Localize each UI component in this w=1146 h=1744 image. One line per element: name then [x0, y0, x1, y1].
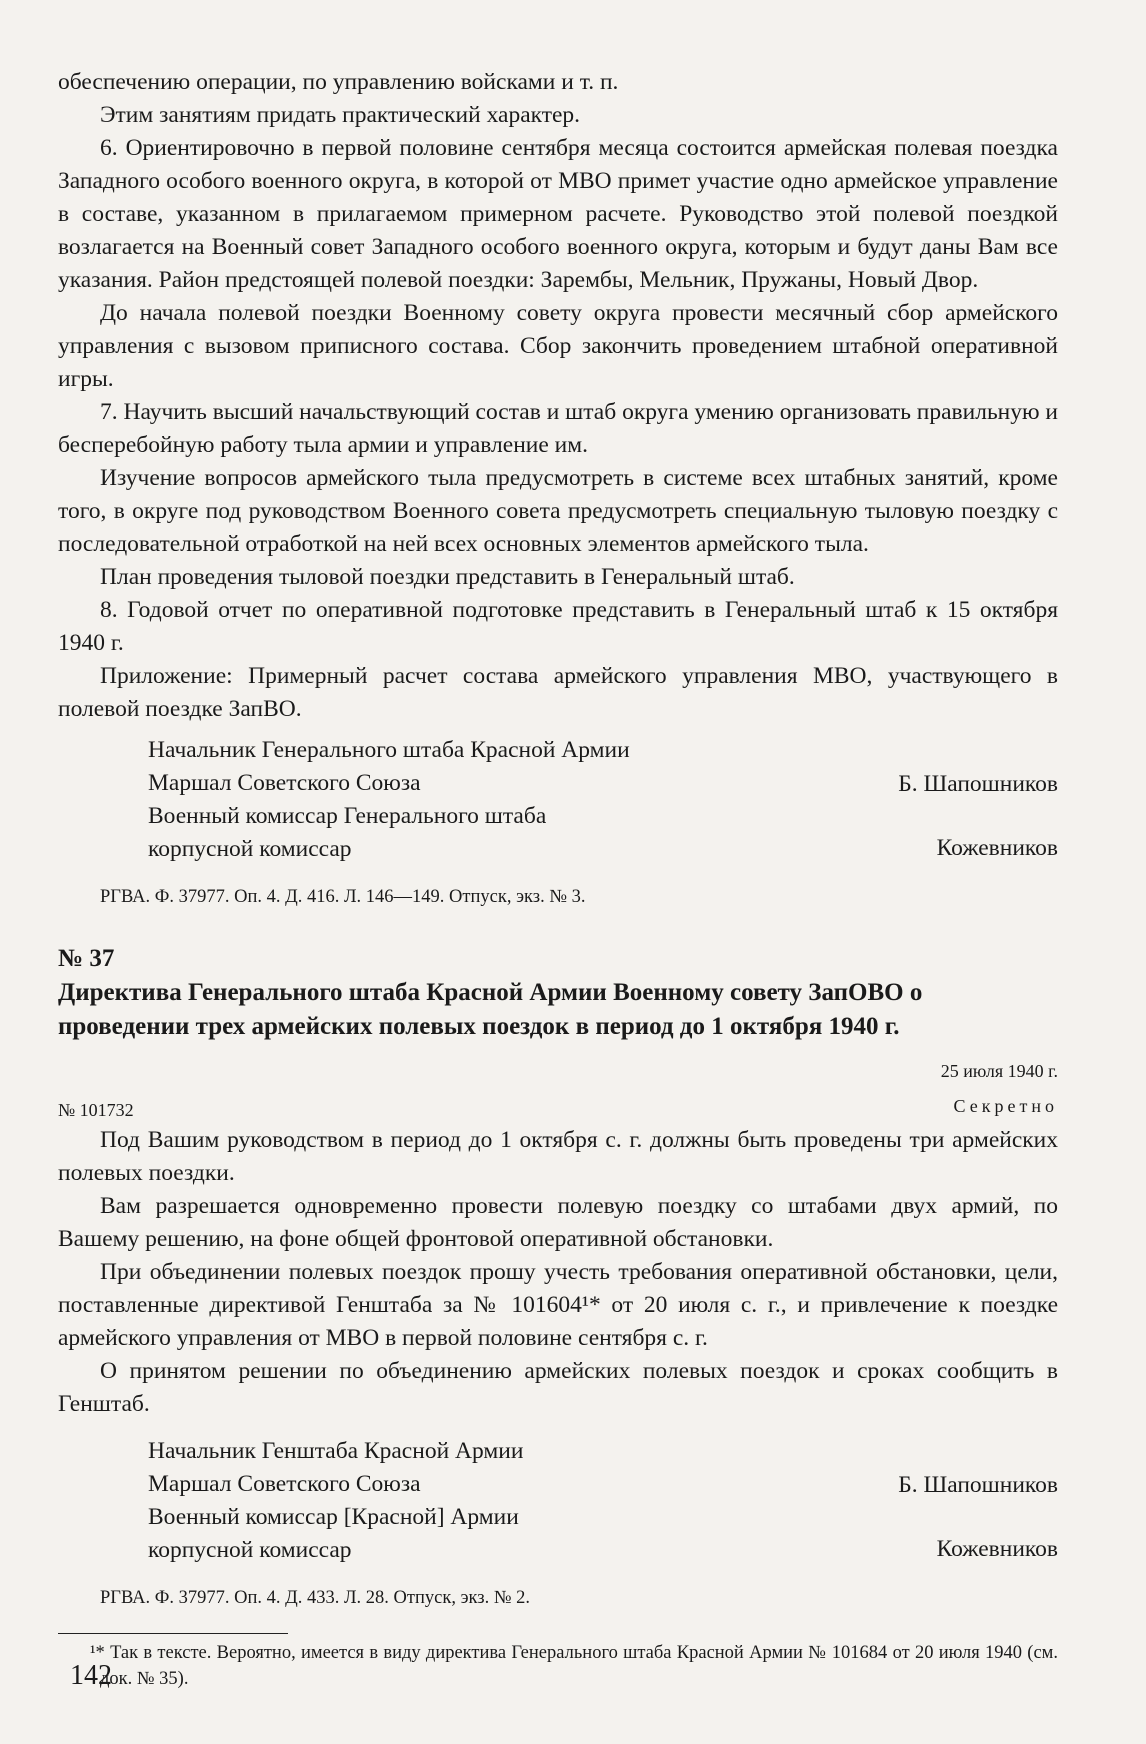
reference-row [58, 1084, 1058, 1124]
signature-titles [148, 734, 788, 866]
document-title: Директива Генерального штаба Красной Армии Военному совету ЗапОВО о проведении трех армейских полевых поездок в период до 1 октября 1940 г. [58, 979, 923, 1040]
signatory-rank: Маршал Советского Союза [148, 1471, 421, 1497]
paragraph: Вам разрешается одновременно провести полевую поездку со штабами двух армий, по Вашему решению, на фоне общей фронтовой оперативной обстановки. [58, 1193, 1058, 1252]
signatory-title: Начальник Генерального штаба Красной Армии [148, 737, 630, 763]
paragraph: Под Вашим руководством в период до 1 октября с. г. должны быть проведены три армейских полевых поездки. [58, 1127, 1058, 1186]
document-date: 25 июля 1940 г. [940, 1061, 1058, 1081]
signature-titles [148, 1435, 788, 1567]
paragraph: обеспечению операции, по управлению войсками и т. п. [58, 69, 619, 95]
paragraph: 6. Ориентировочно в первой половине сентября месяца состоится армейская полевая поездка Западного особого военного округа, в которой от МВО примет участие одно армейское управление в составе, указанном в прилагаемом примерном расчете. Руководство этой полевой поездкой возлагается на Военный совет Западного особого военного округа, которым и будут даны Вам все указания. Район предстоящей полевой поездки: Зарембы, Мельник, Пружаны, Новый Двор. [58, 135, 1058, 293]
signatory-name: Кожевников [936, 1536, 1058, 1562]
signature-block [58, 734, 1058, 866]
signatory-name: Кожевников [936, 835, 1058, 861]
page-number: 142 [70, 1660, 112, 1691]
paragraph: Изучение вопросов армейского тыла предусмотреть в системе всех штабных занятий, кроме того, в округе под руководством Военного совета предусмотреть специальную тыловую поездку с последовательной отработкой на ней всех основных элементов армейского тыла. [58, 465, 1058, 557]
signatory-name: Б. Шапошников [898, 771, 1058, 797]
page-body [58, 66, 1058, 1692]
signatory-rank: корпусной комиссар [148, 1537, 352, 1563]
signatory-name: Б. Шапошников [898, 1472, 1058, 1498]
document-number: № 37 [58, 945, 115, 972]
footnote-divider [58, 1633, 288, 1634]
paragraph: Этим занятиям придать практический характер. [100, 102, 581, 128]
signatory-rank: корпусной комиссар [148, 836, 352, 862]
paragraph: 7. Научить высший начальствующий состав и штаб округа умению организовать правильную и бесперебойную работу тыла армии и управление им. [58, 399, 1058, 458]
footnote: ¹* Так в тексте. Вероятно, имеется в виду директива Генерального штаба Красной Армии № 101684 от 20 июля 1940 (см. док. № 35). [90, 1643, 1058, 1689]
signatory-title: Начальник Генштаба Красной Армии [148, 1438, 524, 1464]
archive-reference: РГВА. Ф. 37977. Оп. 4. Д. 433. Л. 28. Отпуск, экз. № 2. [100, 1588, 530, 1608]
secrecy-stamp: Секретно [953, 1096, 1058, 1116]
paragraph: 8. Годовой отчет по оперативной подготовке представить в Генеральный штаб к 15 октября 1940 г. [58, 597, 1058, 656]
paragraph: При объединении полевых поездок прошу учесть требования оперативной обстановки, цели, поставленные директивой Генштаба за № 101604¹* от 20 июля с. г., и привлечение к поездке армейского управления от МВО в первой половине сентября с. г. [58, 1259, 1058, 1351]
archive-reference: РГВА. Ф. 37977. Оп. 4. Д. 416. Л. 146—149. Отпуск, экз. № 3. [100, 887, 586, 907]
signatory-title: Военный комиссар Генерального штаба [148, 803, 547, 829]
signatory-title: Военный комиссар [Красной] Армии [148, 1504, 519, 1530]
paragraph: О принятом решении по объединению армейских полевых поездок и сроках сообщить в Генштаб. [58, 1358, 1058, 1417]
paragraph: Приложение: Примерный расчет состава армейского управления МВО, участвующего в полевой поездке ЗапВО. [58, 663, 1058, 722]
paragraph: До начала полевой поездки Военному совету округа провести месячный сбор армейского управления с вызовом приписного состава. Сбор закончить проведением штабной оперативной игры. [58, 300, 1058, 392]
reference-number: № 101732 [58, 1100, 134, 1120]
signature-block [58, 1435, 1058, 1567]
signatory-rank: Маршал Советского Союза [148, 770, 421, 796]
paragraph: План проведения тыловой поездки представить в Генеральный штаб. [100, 564, 795, 590]
